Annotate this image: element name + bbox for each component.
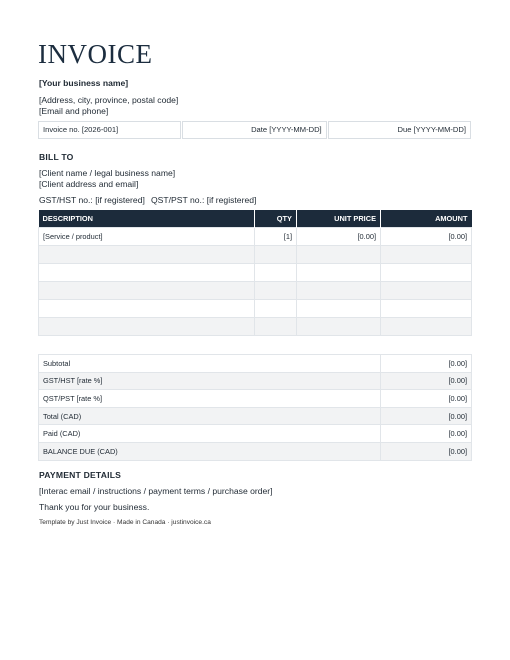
item-amount[interactable] bbox=[381, 264, 472, 282]
balance-due-value[interactable]: [0.00] bbox=[381, 442, 472, 460]
item-qty[interactable] bbox=[255, 246, 297, 264]
item-amount[interactable] bbox=[381, 246, 472, 264]
item-amount[interactable] bbox=[381, 300, 472, 318]
business-contact: [Email and phone] bbox=[39, 106, 109, 116]
item-description[interactable]: [Service / product] bbox=[39, 228, 255, 246]
line-items-table bbox=[38, 210, 472, 336]
totals-row-subtotal bbox=[39, 355, 472, 373]
invoice-due-date: Due [YYYY-MM-DD] bbox=[328, 121, 471, 139]
item-qty[interactable] bbox=[255, 264, 297, 282]
item-description[interactable] bbox=[39, 246, 255, 264]
totals-row-balance-due bbox=[39, 442, 472, 460]
item-qty[interactable] bbox=[255, 282, 297, 300]
item-description[interactable] bbox=[39, 300, 255, 318]
table-row bbox=[39, 300, 472, 318]
invoice-meta-row bbox=[38, 121, 471, 139]
item-unit-price[interactable] bbox=[297, 264, 381, 282]
client-address: [Client address and email] bbox=[39, 179, 139, 189]
balance-due-label: BALANCE DUE (CAD) bbox=[39, 442, 381, 460]
item-qty[interactable]: [1] bbox=[255, 228, 297, 246]
totals-row-gst bbox=[39, 372, 472, 390]
header-unit-price: UNIT PRICE bbox=[297, 210, 381, 228]
paid-value[interactable]: [0.00] bbox=[381, 425, 472, 443]
payment-details-heading: PAYMENT DETAILS bbox=[39, 470, 122, 480]
item-unit-price[interactable]: [0.00] bbox=[297, 228, 381, 246]
table-row bbox=[39, 228, 472, 246]
table-row bbox=[39, 318, 472, 336]
header-amount: AMOUNT bbox=[381, 210, 472, 228]
paid-label: Paid (CAD) bbox=[39, 425, 381, 443]
item-unit-price[interactable] bbox=[297, 300, 381, 318]
total-value[interactable]: [0.00] bbox=[381, 407, 472, 425]
item-description[interactable] bbox=[39, 318, 255, 336]
totals-row-qst bbox=[39, 390, 472, 408]
qst-value[interactable]: [0.00] bbox=[381, 390, 472, 408]
item-unit-price[interactable] bbox=[297, 282, 381, 300]
gst-value[interactable]: [0.00] bbox=[381, 372, 472, 390]
business-address: [Address, city, province, postal code] bbox=[39, 95, 179, 105]
table-row bbox=[39, 264, 472, 282]
gst-number: GST/HST no.: [if registered] bbox=[39, 195, 145, 205]
invoice-number: Invoice no. [2026-001] bbox=[38, 121, 181, 139]
qst-label: QST/PST [rate %] bbox=[39, 390, 381, 408]
client-name: [Client name / legal business name] bbox=[39, 168, 176, 178]
line-items-header bbox=[39, 210, 472, 228]
item-qty[interactable] bbox=[255, 300, 297, 318]
qst-number: QST/PST no.: [if registered] bbox=[151, 195, 257, 205]
item-amount[interactable]: [0.00] bbox=[381, 228, 472, 246]
item-unit-price[interactable] bbox=[297, 318, 381, 336]
item-description[interactable] bbox=[39, 264, 255, 282]
gst-label: GST/HST [rate %] bbox=[39, 372, 381, 390]
total-label: Total (CAD) bbox=[39, 407, 381, 425]
bill-to-heading: BILL TO bbox=[39, 152, 74, 162]
invoice-date: Date [YYYY-MM-DD] bbox=[182, 121, 326, 139]
subtotal-value[interactable]: [0.00] bbox=[381, 355, 472, 373]
thank-you-text: Thank you for your business. bbox=[39, 502, 150, 512]
payment-details-text: [Interac email / instructions / payment terms / purchase order] bbox=[39, 486, 273, 496]
business-name: [Your business name] bbox=[39, 78, 129, 88]
item-amount[interactable] bbox=[381, 282, 472, 300]
item-description[interactable] bbox=[39, 282, 255, 300]
item-amount[interactable] bbox=[381, 318, 472, 336]
header-description: DESCRIPTION bbox=[39, 210, 255, 228]
totals-table bbox=[38, 354, 472, 461]
table-row bbox=[39, 282, 472, 300]
invoice-title: INVOICE bbox=[38, 39, 153, 69]
template-credit: Template by Just Invoice · Made in Canada · justinvoice.ca bbox=[39, 519, 211, 526]
totals-row-total bbox=[39, 407, 472, 425]
header-qty: QTY bbox=[255, 210, 297, 228]
subtotal-label: Subtotal bbox=[39, 355, 381, 373]
item-qty[interactable] bbox=[255, 318, 297, 336]
table-row bbox=[39, 246, 472, 264]
totals-row-paid bbox=[39, 425, 472, 443]
item-unit-price[interactable] bbox=[297, 246, 381, 264]
